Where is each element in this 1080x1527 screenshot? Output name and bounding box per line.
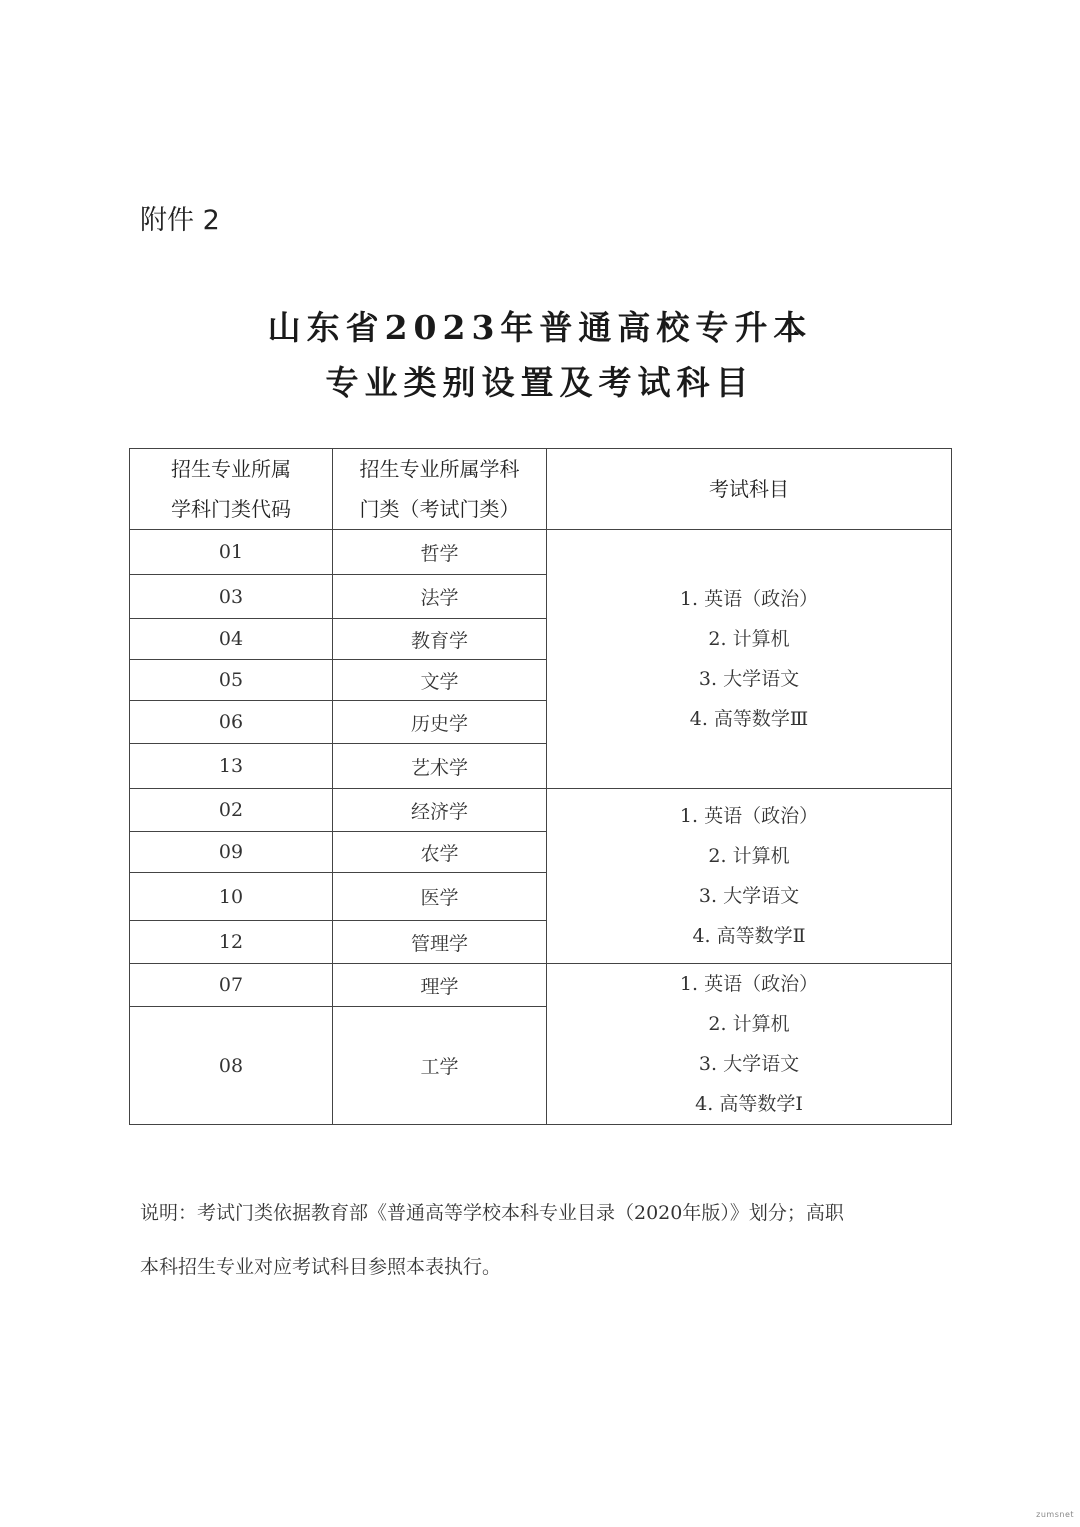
row-category: 经济学 bbox=[333, 789, 547, 832]
row-code: 07 bbox=[130, 964, 333, 1007]
group2-subjects bbox=[547, 789, 952, 964]
row-category: 农学 bbox=[333, 832, 547, 873]
table-row bbox=[130, 964, 952, 1007]
group3-subjects bbox=[547, 964, 952, 1125]
row-code: 06 bbox=[130, 701, 333, 744]
attachment-label: 附件 2 bbox=[140, 205, 220, 236]
subject-item: 4. 高等数学Ⅰ bbox=[695, 1093, 803, 1115]
row-code: 01 bbox=[130, 530, 333, 575]
document-title-line1: 山东省2023年普通高校专升本 bbox=[267, 308, 813, 347]
table-row bbox=[130, 789, 952, 832]
exam-subjects-table bbox=[129, 448, 952, 1125]
row-category: 理学 bbox=[333, 964, 547, 1007]
row-code: 02 bbox=[130, 789, 333, 832]
header-code-line1: 招生专业所属 bbox=[171, 457, 291, 481]
row-category: 管理学 bbox=[333, 921, 547, 964]
row-category: 哲学 bbox=[333, 530, 547, 575]
header-category bbox=[333, 449, 547, 530]
header-code bbox=[130, 449, 333, 530]
row-category: 法学 bbox=[333, 575, 547, 619]
table-row bbox=[130, 530, 952, 575]
subject-item: 2. 计算机 bbox=[708, 628, 790, 650]
row-code: 10 bbox=[130, 873, 333, 921]
note-line1: 说明：考试门类依据教育部《普通高等学校本科专业目录（2020年版）》划分；高职 bbox=[140, 1202, 844, 1224]
subject-item: 2. 计算机 bbox=[708, 845, 790, 867]
row-category: 历史学 bbox=[333, 701, 547, 744]
row-code: 09 bbox=[130, 832, 333, 873]
row-category: 工学 bbox=[333, 1007, 547, 1125]
row-code: 13 bbox=[130, 744, 333, 789]
header-category-line1: 招生专业所属学科 bbox=[359, 457, 520, 481]
subject-item: 3. 大学语文 bbox=[698, 1053, 800, 1075]
group1-subjects bbox=[547, 530, 952, 789]
row-code: 12 bbox=[130, 921, 333, 964]
row-category: 文学 bbox=[333, 660, 547, 701]
row-category: 艺术学 bbox=[333, 744, 547, 789]
subject-item: 3. 大学语文 bbox=[698, 885, 800, 907]
subject-item: 2. 计算机 bbox=[708, 1013, 790, 1035]
header-category-line2: 门类（考试门类） bbox=[359, 497, 520, 521]
row-code: 05 bbox=[130, 660, 333, 701]
row-code: 08 bbox=[130, 1007, 333, 1125]
table-header-row bbox=[130, 449, 952, 530]
header-code-line2: 学科门类代码 bbox=[171, 497, 291, 521]
row-category: 教育学 bbox=[333, 619, 547, 660]
subject-item: 1. 英语（政治） bbox=[679, 805, 819, 827]
row-code: 04 bbox=[130, 619, 333, 660]
subject-item: 3. 大学语文 bbox=[698, 668, 800, 690]
watermark: zumsnet bbox=[1036, 1510, 1074, 1519]
row-code: 03 bbox=[130, 575, 333, 619]
header-subjects: 考试科目 bbox=[547, 449, 952, 530]
subject-item: 1. 英语（政治） bbox=[679, 588, 819, 610]
subject-item: 4. 高等数学Ⅲ bbox=[689, 708, 809, 730]
note-line2: 本科招生专业对应考试科目参照本表执行。 bbox=[140, 1256, 502, 1278]
subject-item: 1. 英语（政治） bbox=[679, 973, 819, 995]
document-title-line2: 专业类别设置及考试科目 bbox=[325, 363, 755, 402]
row-category: 医学 bbox=[333, 873, 547, 921]
subject-item: 4. 高等数学Ⅱ bbox=[692, 925, 806, 947]
